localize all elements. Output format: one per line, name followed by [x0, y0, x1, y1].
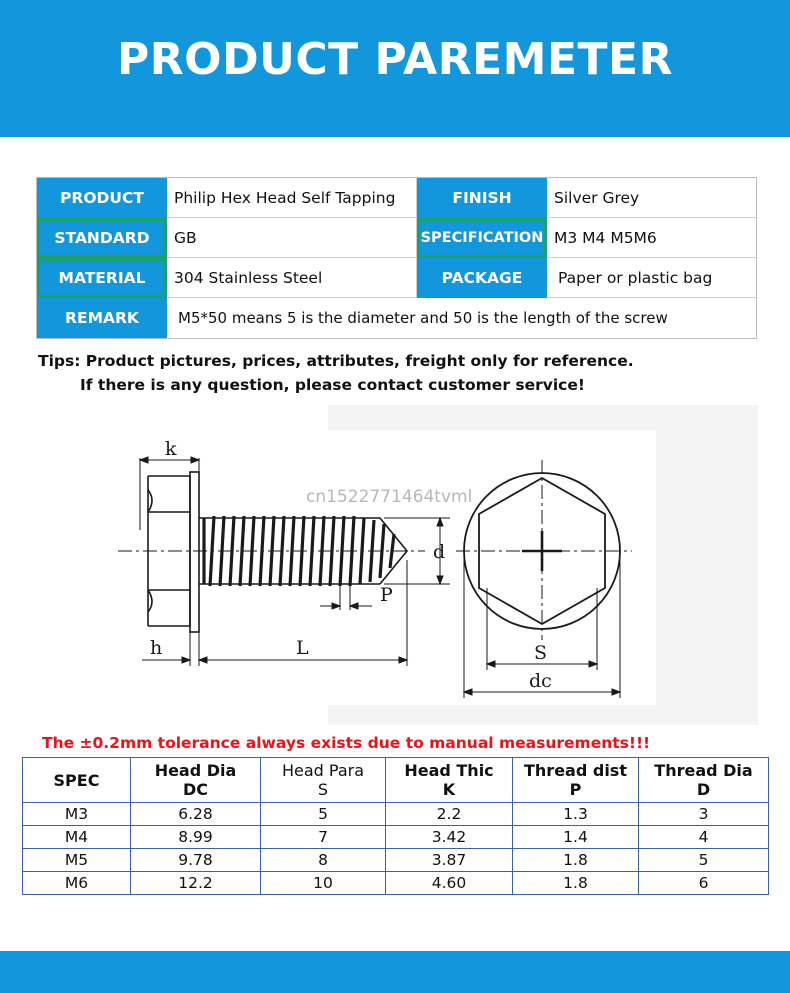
specification-value: M3 M4 M5M6: [547, 218, 756, 258]
label-dc: dc: [529, 670, 552, 692]
thread-dia-cell: 3: [639, 803, 769, 826]
head-para-cell: 8: [261, 849, 386, 872]
tips-line-1: Tips: Product pictures, prices, attributes, freight only for reference.: [38, 352, 634, 370]
header-head-para: Head Para S: [261, 758, 386, 803]
label-k: k: [165, 438, 177, 460]
header-head-thic: Head Thic K: [386, 758, 513, 803]
tolerance-note: The ±0.2mm tolerance always exists due to manual measurements!!!: [42, 734, 651, 752]
head-thic-cell: 3.42: [386, 826, 513, 849]
spec-table: [22, 757, 769, 895]
thread-dist-cell: 1.3: [513, 803, 639, 826]
standard-label: STANDARD: [37, 218, 167, 258]
label-p: P: [380, 584, 393, 606]
package-value: Paper or plastic bag: [547, 258, 756, 298]
spec-cell: M6: [23, 872, 131, 895]
package-label: PACKAGE: [417, 258, 547, 298]
page-title: PRODUCT PAREMETER: [117, 34, 673, 85]
head-para-cell: 10: [261, 872, 386, 895]
head-para-cell: 7: [261, 826, 386, 849]
footer-bar: [0, 951, 790, 993]
thread-dia-cell: 5: [639, 849, 769, 872]
thread-dist-cell: 1.8: [513, 872, 639, 895]
product-value: Philip Hex Head Self Tapping: [167, 178, 417, 218]
spec-table-header: [23, 758, 769, 803]
header-head-dia: Head Dia DC: [131, 758, 261, 803]
parameter-table: [36, 177, 757, 339]
table-row: [23, 849, 769, 872]
spec-cell: M4: [23, 826, 131, 849]
specification-label: SPECIFICATION: [417, 218, 547, 258]
header-spec: SPEC: [23, 758, 131, 803]
table-row: [23, 803, 769, 826]
standard-value: GB: [167, 218, 417, 258]
head-para-cell: 5: [261, 803, 386, 826]
table-row: [23, 872, 769, 895]
header-thread-dia: Thread Dia D: [639, 758, 769, 803]
spec-cell: M3: [23, 803, 131, 826]
header-thread-dist: Thread dist P: [513, 758, 639, 803]
label-h: h: [150, 637, 163, 659]
head-dia-cell: 9.78: [131, 849, 261, 872]
label-s: S: [534, 642, 548, 664]
spec-cell: M5: [23, 849, 131, 872]
head-thic-cell: 2.2: [386, 803, 513, 826]
material-label: MATERIAL: [37, 258, 167, 298]
material-value: 304 Stainless Steel: [167, 258, 417, 298]
header-banner: [0, 0, 790, 137]
thread-dist-cell: 1.8: [513, 849, 639, 872]
thread-dist-cell: 1.4: [513, 826, 639, 849]
watermark-text: cn1522771464tvml: [306, 487, 473, 507]
remark-label: REMARK: [37, 298, 167, 338]
finish-value: Silver Grey: [547, 178, 756, 218]
head-thic-cell: 3.87: [386, 849, 513, 872]
head-dia-cell: 12.2: [131, 872, 261, 895]
thread-dia-cell: 4: [639, 826, 769, 849]
head-dia-cell: 6.28: [131, 803, 261, 826]
table-row: [23, 826, 769, 849]
head-thic-cell: 4.60: [386, 872, 513, 895]
product-label: PRODUCT: [37, 178, 167, 218]
tips-note: [38, 349, 634, 397]
thread-dia-cell: 6: [639, 872, 769, 895]
tips-line-2: If there is any question, please contact customer service!: [80, 376, 585, 394]
head-dia-cell: 8.99: [131, 826, 261, 849]
remark-value: M5*50 means 5 is the diameter and 50 is the length of the screw: [178, 309, 668, 327]
label-l: L: [296, 637, 309, 659]
label-d: d: [433, 541, 446, 563]
finish-label: FINISH: [417, 178, 547, 218]
screw-dimension-diagram: [0, 400, 790, 730]
